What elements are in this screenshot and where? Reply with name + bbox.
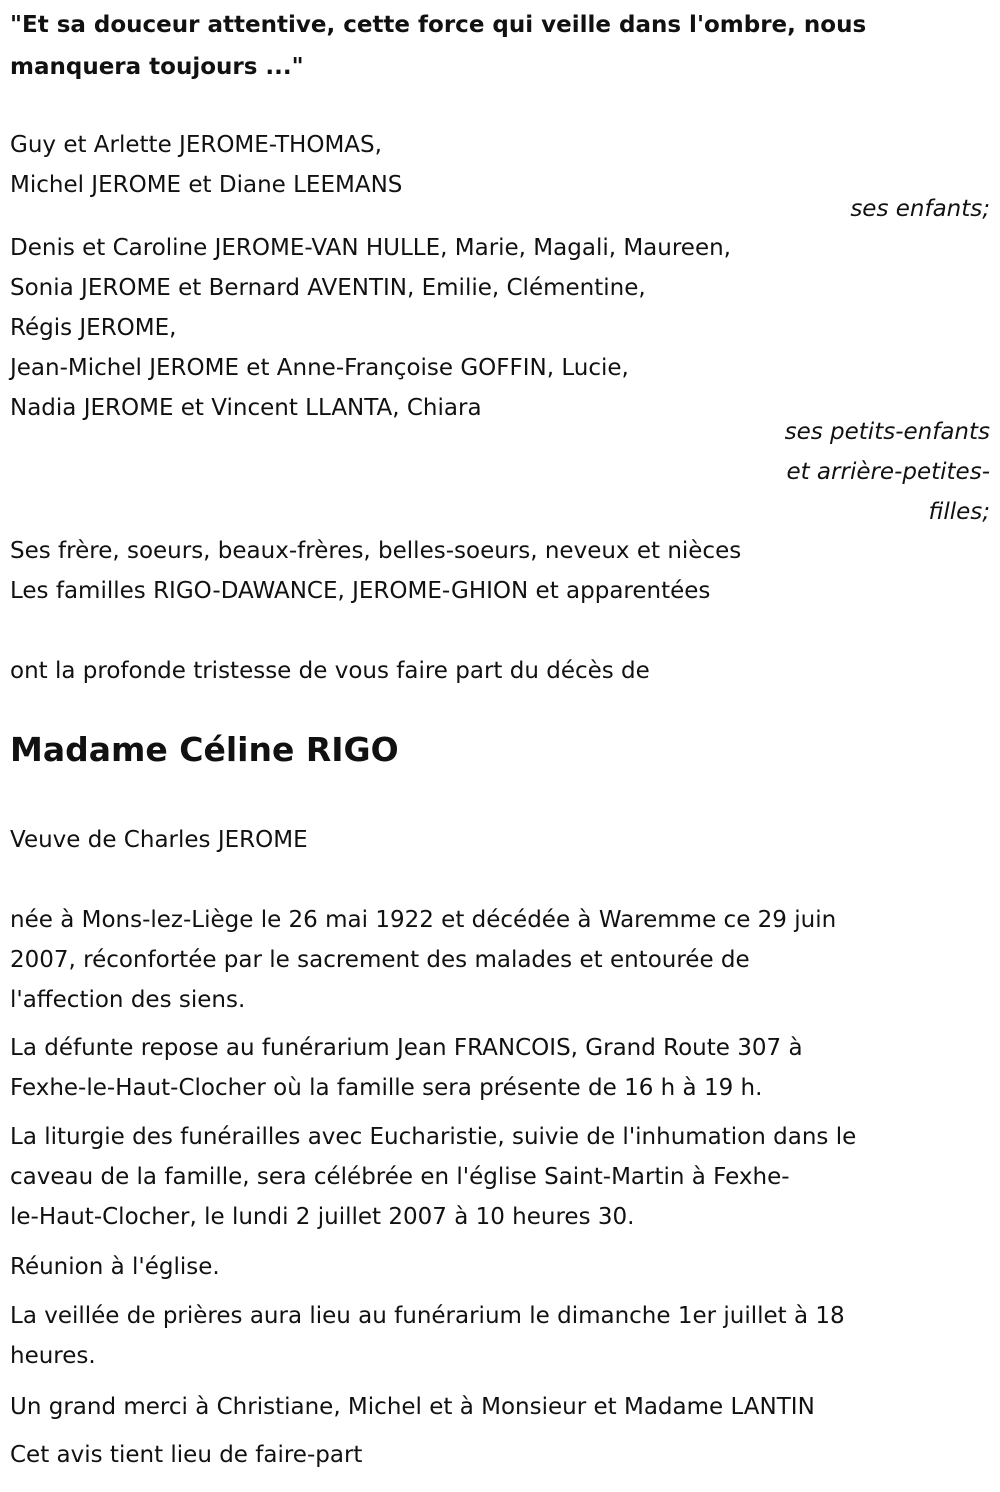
child-line: Michel JEROME et Diane LEEMANS: [10, 172, 403, 198]
grandchildren-label: ses petits-enfants: [784, 419, 990, 445]
birth-line: l'affection des siens.: [10, 987, 246, 1013]
grandchildren-label: et arrière-petites-: [786, 459, 990, 485]
quote-line-1: "Et sa douceur attentive, cette force qui veille dans l'ombre, nous: [10, 12, 867, 38]
vigil-line: heures.: [10, 1343, 96, 1369]
others-line: Ses frère, soeurs, beaux-frères, belles-soeurs, neveux et nièces: [10, 538, 742, 564]
grandchild-line: Sonia JEROME et Bernard AVENTIN, Emilie, Clémentine,: [10, 275, 646, 301]
others-line: Les familles RIGO-DAWANCE, JEROME-GHION et apparentées: [10, 578, 711, 604]
children-label: ses enfants;: [850, 196, 990, 222]
grandchild-line: Denis et Caroline JEROME-VAN HULLE, Marie, Magali, Maureen,: [10, 235, 731, 261]
grandchildren-label: filles;: [928, 499, 990, 525]
birth-line: née à Mons-lez-Liège le 26 mai 1922 et décédée à Waremme ce 29 juin: [10, 907, 837, 933]
thanks-line: Un grand merci à Christiane, Michel et à Monsieur et Madame LANTIN: [10, 1394, 815, 1420]
deceased-name: Madame Céline RIGO: [10, 730, 399, 769]
vigil-line: La veillée de prières aura lieu au funérarium le dimanche 1er juillet à 18: [10, 1303, 845, 1329]
widow-line: Veuve de Charles JEROME: [10, 827, 308, 853]
quote-line-2: manquera toujours ...": [10, 54, 304, 80]
meeting-line: Réunion à l'église.: [10, 1254, 220, 1280]
rest-line: Fexhe-le-Haut-Clocher où la famille sera présente de 16 h à 19 h.: [10, 1075, 763, 1101]
child-line: Guy et Arlette JEROME-THOMAS,: [10, 132, 382, 158]
birth-line: 2007, réconfortée par le sacrement des malades et entourée de: [10, 947, 750, 973]
announcement: ont la profonde tristesse de vous faire part du décès de: [10, 658, 650, 684]
grandchild-line: Régis JEROME,: [10, 315, 177, 341]
rest-line: La défunte repose au funérarium Jean FRANCOIS, Grand Route 307 à: [10, 1035, 803, 1061]
liturgy-line: caveau de la famille, sera célébrée en l'église Saint-Martin à Fexhe-: [10, 1164, 790, 1190]
grandchild-line: Jean-Michel JEROME et Anne-Françoise GOFFIN, Lucie,: [10, 355, 629, 381]
grandchild-line: Nadia JEROME et Vincent LLANTA, Chiara: [10, 395, 482, 421]
liturgy-line: le-Haut-Clocher, le lundi 2 juillet 2007 à 10 heures 30.: [10, 1204, 635, 1230]
notice-line: Cet avis tient lieu de faire-part: [10, 1442, 363, 1468]
liturgy-line: La liturgie des funérailles avec Eucharistie, suivie de l'inhumation dans le: [10, 1124, 857, 1150]
